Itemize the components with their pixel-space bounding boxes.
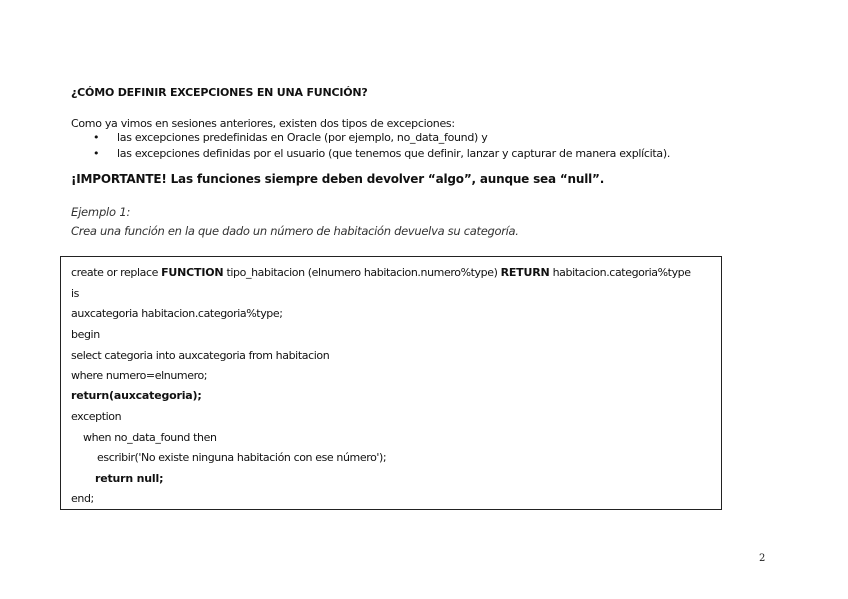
code-line [71, 266, 691, 279]
code-text: create or replace [71, 266, 162, 279]
code-keyword: FUNCTION [161, 266, 224, 279]
bullet-icon: • [93, 147, 100, 160]
example-title: Ejemplo 1: [71, 205, 131, 219]
code-keyword: RETURN [500, 266, 550, 279]
list-item-text: las excepciones definidas por el usuario (que tenemos que definir, lanzar y capturar de manera explícita). [117, 147, 671, 160]
section-heading: ¿CÓMO DEFINIR EXCEPCIONES EN UNA FUNCIÓN? [71, 86, 368, 99]
code-line: where numero=elnumero; [71, 369, 208, 382]
intro-paragraph: Como ya vimos en sesiones anteriores, existen dos tipos de excepciones: [71, 117, 455, 130]
list-item [93, 146, 670, 162]
code-line: exception [71, 410, 122, 423]
code-block [60, 256, 722, 510]
code-line: escribir('No existe ninguna habitación con ese número'); [97, 451, 387, 464]
code-line: end; [71, 492, 94, 505]
code-line: begin [71, 328, 100, 341]
page-number: 2 [759, 553, 766, 564]
exception-types-list [93, 130, 670, 162]
code-line: is [71, 287, 79, 300]
list-item [93, 130, 670, 146]
code-text: tipo_habitacion (elnumero habitacion.numero%type) [223, 266, 501, 279]
code-line: return(auxcategoria); [71, 389, 202, 402]
code-line: when no_data_found then [83, 431, 217, 444]
code-line: select categoria into auxcategoria from habitacion [71, 349, 330, 362]
code-line: auxcategoria habitacion.categoria%type; [71, 307, 283, 320]
example-description: Crea una función en la que dado un número de habitación devuelva su categoría. [71, 224, 519, 238]
list-item-text: las excepciones predefinidas en Oracle (por ejemplo, no_data_found) y [117, 131, 488, 144]
bullet-icon: • [93, 131, 100, 144]
code-text: habitacion.categoria%type [549, 266, 691, 279]
important-note: ¡IMPORTANTE! Las funciones siempre deben devolver “algo”, aunque sea “null”. [71, 172, 605, 186]
code-line: return null; [95, 472, 164, 485]
